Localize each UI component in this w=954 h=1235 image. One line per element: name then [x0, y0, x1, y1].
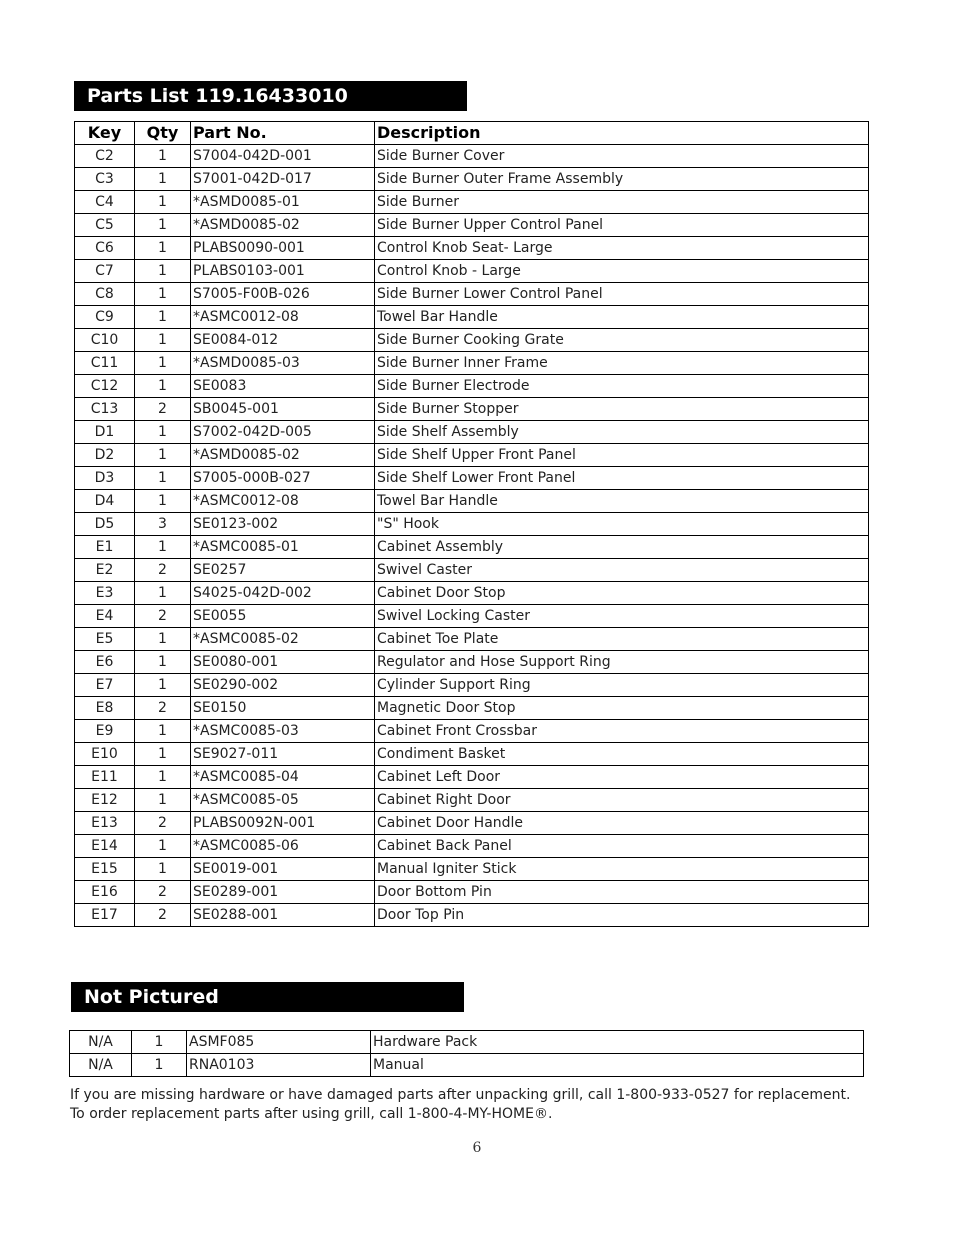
cell-description: Door Bottom Pin [375, 881, 869, 904]
cell-part-no: *ASMC0085-05 [191, 789, 375, 812]
not-pictured-table [69, 1030, 864, 1077]
cell-qty: 2 [135, 398, 191, 421]
cell-part-no: S7001-042D-017 [191, 168, 375, 191]
cell-part-no: SE0080-001 [191, 651, 375, 674]
cell-description: Side Burner Lower Control Panel [375, 283, 869, 306]
cell-description: Cabinet Door Handle [375, 812, 869, 835]
cell-description: Cabinet Right Door [375, 789, 869, 812]
cell-description: Side Shelf Assembly [375, 421, 869, 444]
table-row [75, 260, 869, 283]
header-key: Key [75, 122, 135, 145]
cell-key: E9 [75, 720, 135, 743]
cell-part-no: *ASMD0085-03 [191, 352, 375, 375]
cell-part-no: SE0019-001 [191, 858, 375, 881]
cell-description: Manual [371, 1054, 864, 1077]
cell-qty: 1 [135, 858, 191, 881]
cell-key: E6 [75, 651, 135, 674]
cell-description: Side Burner Stopper [375, 398, 869, 421]
table-row [75, 766, 869, 789]
cell-qty: 1 [135, 306, 191, 329]
cell-description: Towel Bar Handle [375, 306, 869, 329]
cell-part-no: SE0083 [191, 375, 375, 398]
cell-key: E7 [75, 674, 135, 697]
cell-key: N/A [70, 1031, 132, 1054]
cell-part-no: SE0055 [191, 605, 375, 628]
cell-part-no: *ASMD0085-02 [191, 214, 375, 237]
cell-qty: 1 [135, 168, 191, 191]
cell-qty: 1 [135, 766, 191, 789]
table-row [70, 1054, 864, 1077]
cell-description: Side Shelf Lower Front Panel [375, 467, 869, 490]
cell-part-no: *ASMC0085-02 [191, 628, 375, 651]
cell-description: Cabinet Assembly [375, 536, 869, 559]
cell-qty: 2 [135, 904, 191, 927]
cell-qty: 1 [135, 536, 191, 559]
cell-part-no: SB0045-001 [191, 398, 375, 421]
table-row [75, 168, 869, 191]
cell-part-no: ASMF085 [187, 1031, 371, 1054]
cell-description: Condiment Basket [375, 743, 869, 766]
cell-description: Side Burner [375, 191, 869, 214]
cell-part-no: PLABS0103-001 [191, 260, 375, 283]
table-row [75, 743, 869, 766]
table-row [75, 375, 869, 398]
cell-qty: 1 [135, 237, 191, 260]
cell-key: E2 [75, 559, 135, 582]
cell-part-no: SE0084-012 [191, 329, 375, 352]
cell-part-no: PLABS0092N-001 [191, 812, 375, 835]
cell-qty: 1 [135, 467, 191, 490]
table-row [75, 237, 869, 260]
cell-qty: 1 [135, 490, 191, 513]
cell-key: C7 [75, 260, 135, 283]
cell-description: Cabinet Back Panel [375, 835, 869, 858]
cell-qty: 1 [135, 421, 191, 444]
cell-key: D3 [75, 467, 135, 490]
table-row [75, 697, 869, 720]
table-row [75, 858, 869, 881]
cell-description: Cylinder Support Ring [375, 674, 869, 697]
header-description: Description [375, 122, 869, 145]
table-row [75, 398, 869, 421]
cell-key: E12 [75, 789, 135, 812]
table-row [75, 628, 869, 651]
cell-description: Manual Igniter Stick [375, 858, 869, 881]
cell-part-no: S4025-042D-002 [191, 582, 375, 605]
cell-key: E4 [75, 605, 135, 628]
cell-qty: 1 [135, 582, 191, 605]
table-row [75, 835, 869, 858]
table-header-row [75, 122, 869, 145]
cell-description: Side Burner Cover [375, 145, 869, 168]
cell-qty: 1 [135, 375, 191, 398]
cell-key: E17 [75, 904, 135, 927]
cell-qty: 1 [135, 283, 191, 306]
cell-key: E11 [75, 766, 135, 789]
cell-key: C10 [75, 329, 135, 352]
cell-key: E1 [75, 536, 135, 559]
cell-description: Cabinet Front Crossbar [375, 720, 869, 743]
cell-description: Cabinet Toe Plate [375, 628, 869, 651]
cell-description: Side Burner Cooking Grate [375, 329, 869, 352]
table-row [75, 513, 869, 536]
cell-part-no: SE9027-011 [191, 743, 375, 766]
cell-key: C8 [75, 283, 135, 306]
cell-description: Control Knob Seat- Large [375, 237, 869, 260]
cell-qty: 1 [135, 720, 191, 743]
cell-qty: 1 [135, 835, 191, 858]
cell-part-no: *ASMC0085-04 [191, 766, 375, 789]
table-row [75, 651, 869, 674]
table-row [75, 352, 869, 375]
cell-part-no: *ASMC0012-08 [191, 306, 375, 329]
cell-qty: 1 [135, 628, 191, 651]
table-row [75, 191, 869, 214]
cell-description: Towel Bar Handle [375, 490, 869, 513]
cell-part-no: SE0123-002 [191, 513, 375, 536]
table-row [75, 329, 869, 352]
table-row [75, 145, 869, 168]
cell-part-no: *ASMD0085-02 [191, 444, 375, 467]
cell-description: Side Burner Outer Frame Assembly [375, 168, 869, 191]
cell-qty: 2 [135, 605, 191, 628]
header-part-no: Part No. [191, 122, 375, 145]
table-row [75, 444, 869, 467]
table-row [75, 467, 869, 490]
cell-qty: 1 [135, 444, 191, 467]
table-row [75, 490, 869, 513]
cell-qty: 2 [135, 559, 191, 582]
cell-qty: 2 [135, 697, 191, 720]
not-pictured-body [70, 1031, 864, 1077]
parts-table [74, 121, 869, 927]
cell-key: E14 [75, 835, 135, 858]
cell-qty: 1 [132, 1031, 187, 1054]
table-row [75, 904, 869, 927]
cell-description: Cabinet Door Stop [375, 582, 869, 605]
cell-part-no: *ASMC0012-08 [191, 490, 375, 513]
table-row [75, 306, 869, 329]
cell-key: D2 [75, 444, 135, 467]
cell-part-no: SE0290-002 [191, 674, 375, 697]
table-row [75, 283, 869, 306]
table-row [75, 789, 869, 812]
cell-qty: 1 [135, 260, 191, 283]
cell-description: Control Knob - Large [375, 260, 869, 283]
cell-key: E10 [75, 743, 135, 766]
table-row [75, 421, 869, 444]
cell-qty: 1 [135, 214, 191, 237]
cell-part-no: S7005-000B-027 [191, 467, 375, 490]
cell-key: C11 [75, 352, 135, 375]
cell-key: C9 [75, 306, 135, 329]
cell-description: Magnetic Door Stop [375, 697, 869, 720]
cell-description: Side Shelf Upper Front Panel [375, 444, 869, 467]
cell-qty: 1 [135, 743, 191, 766]
cell-part-no: PLABS0090-001 [191, 237, 375, 260]
cell-qty: 1 [135, 191, 191, 214]
cell-part-no: *ASMC0085-03 [191, 720, 375, 743]
cell-key: C5 [75, 214, 135, 237]
not-pictured-title: Not Pictured [71, 982, 464, 1012]
table-row [70, 1031, 864, 1054]
cell-part-no: S7002-042D-005 [191, 421, 375, 444]
table-row [75, 536, 869, 559]
table-row [75, 582, 869, 605]
cell-description: Side Burner Inner Frame [375, 352, 869, 375]
table-row [75, 605, 869, 628]
cell-key: D1 [75, 421, 135, 444]
cell-part-no: S7005-F00B-026 [191, 283, 375, 306]
cell-key: C3 [75, 168, 135, 191]
footer-note [70, 1086, 890, 1124]
cell-part-no: *ASMC0085-01 [191, 536, 375, 559]
footer-line-2: To order replacement parts after using grill, call 1-800-4-MY-HOME®. [70, 1106, 553, 1122]
cell-key: E3 [75, 582, 135, 605]
cell-qty: 1 [132, 1054, 187, 1077]
cell-qty: 2 [135, 881, 191, 904]
cell-key: E15 [75, 858, 135, 881]
cell-description: "S" Hook [375, 513, 869, 536]
cell-qty: 1 [135, 145, 191, 168]
cell-qty: 1 [135, 352, 191, 375]
cell-key: E8 [75, 697, 135, 720]
cell-part-no: SE0257 [191, 559, 375, 582]
table-row [75, 720, 869, 743]
cell-key: E5 [75, 628, 135, 651]
cell-key: C2 [75, 145, 135, 168]
cell-description: Side Burner Electrode [375, 375, 869, 398]
parts-table-body [75, 145, 869, 927]
cell-description: Door Top Pin [375, 904, 869, 927]
cell-qty: 1 [135, 329, 191, 352]
cell-description: Hardware Pack [371, 1031, 864, 1054]
cell-description: Cabinet Left Door [375, 766, 869, 789]
table-row [75, 881, 869, 904]
cell-part-no: SE0288-001 [191, 904, 375, 927]
cell-description: Swivel Locking Caster [375, 605, 869, 628]
footer-line-1: If you are missing hardware or have damaged parts after unpacking grill, call 1-800-933-0527 for replacement. [70, 1087, 851, 1103]
parts-list-title: Parts List 119.16433010 [74, 81, 467, 111]
cell-part-no: SE0289-001 [191, 881, 375, 904]
table-row [75, 812, 869, 835]
cell-key: C13 [75, 398, 135, 421]
cell-part-no: *ASMC0085-06 [191, 835, 375, 858]
cell-qty: 1 [135, 674, 191, 697]
cell-part-no: *ASMD0085-01 [191, 191, 375, 214]
header-qty: Qty [135, 122, 191, 145]
cell-qty: 1 [135, 651, 191, 674]
cell-qty: 1 [135, 789, 191, 812]
page-number: 6 [472, 1140, 482, 1156]
cell-description: Swivel Caster [375, 559, 869, 582]
cell-part-no: S7004-042D-001 [191, 145, 375, 168]
cell-qty: 2 [135, 812, 191, 835]
cell-description: Regulator and Hose Support Ring [375, 651, 869, 674]
cell-key: E16 [75, 881, 135, 904]
cell-key: C4 [75, 191, 135, 214]
table-row [75, 559, 869, 582]
cell-key: N/A [70, 1054, 132, 1077]
cell-key: C6 [75, 237, 135, 260]
cell-key: D4 [75, 490, 135, 513]
cell-part-no: RNA0103 [187, 1054, 371, 1077]
cell-description: Side Burner Upper Control Panel [375, 214, 869, 237]
cell-key: E13 [75, 812, 135, 835]
cell-key: D5 [75, 513, 135, 536]
table-row [75, 214, 869, 237]
cell-part-no: SE0150 [191, 697, 375, 720]
table-row [75, 674, 869, 697]
cell-key: C12 [75, 375, 135, 398]
cell-qty: 3 [135, 513, 191, 536]
